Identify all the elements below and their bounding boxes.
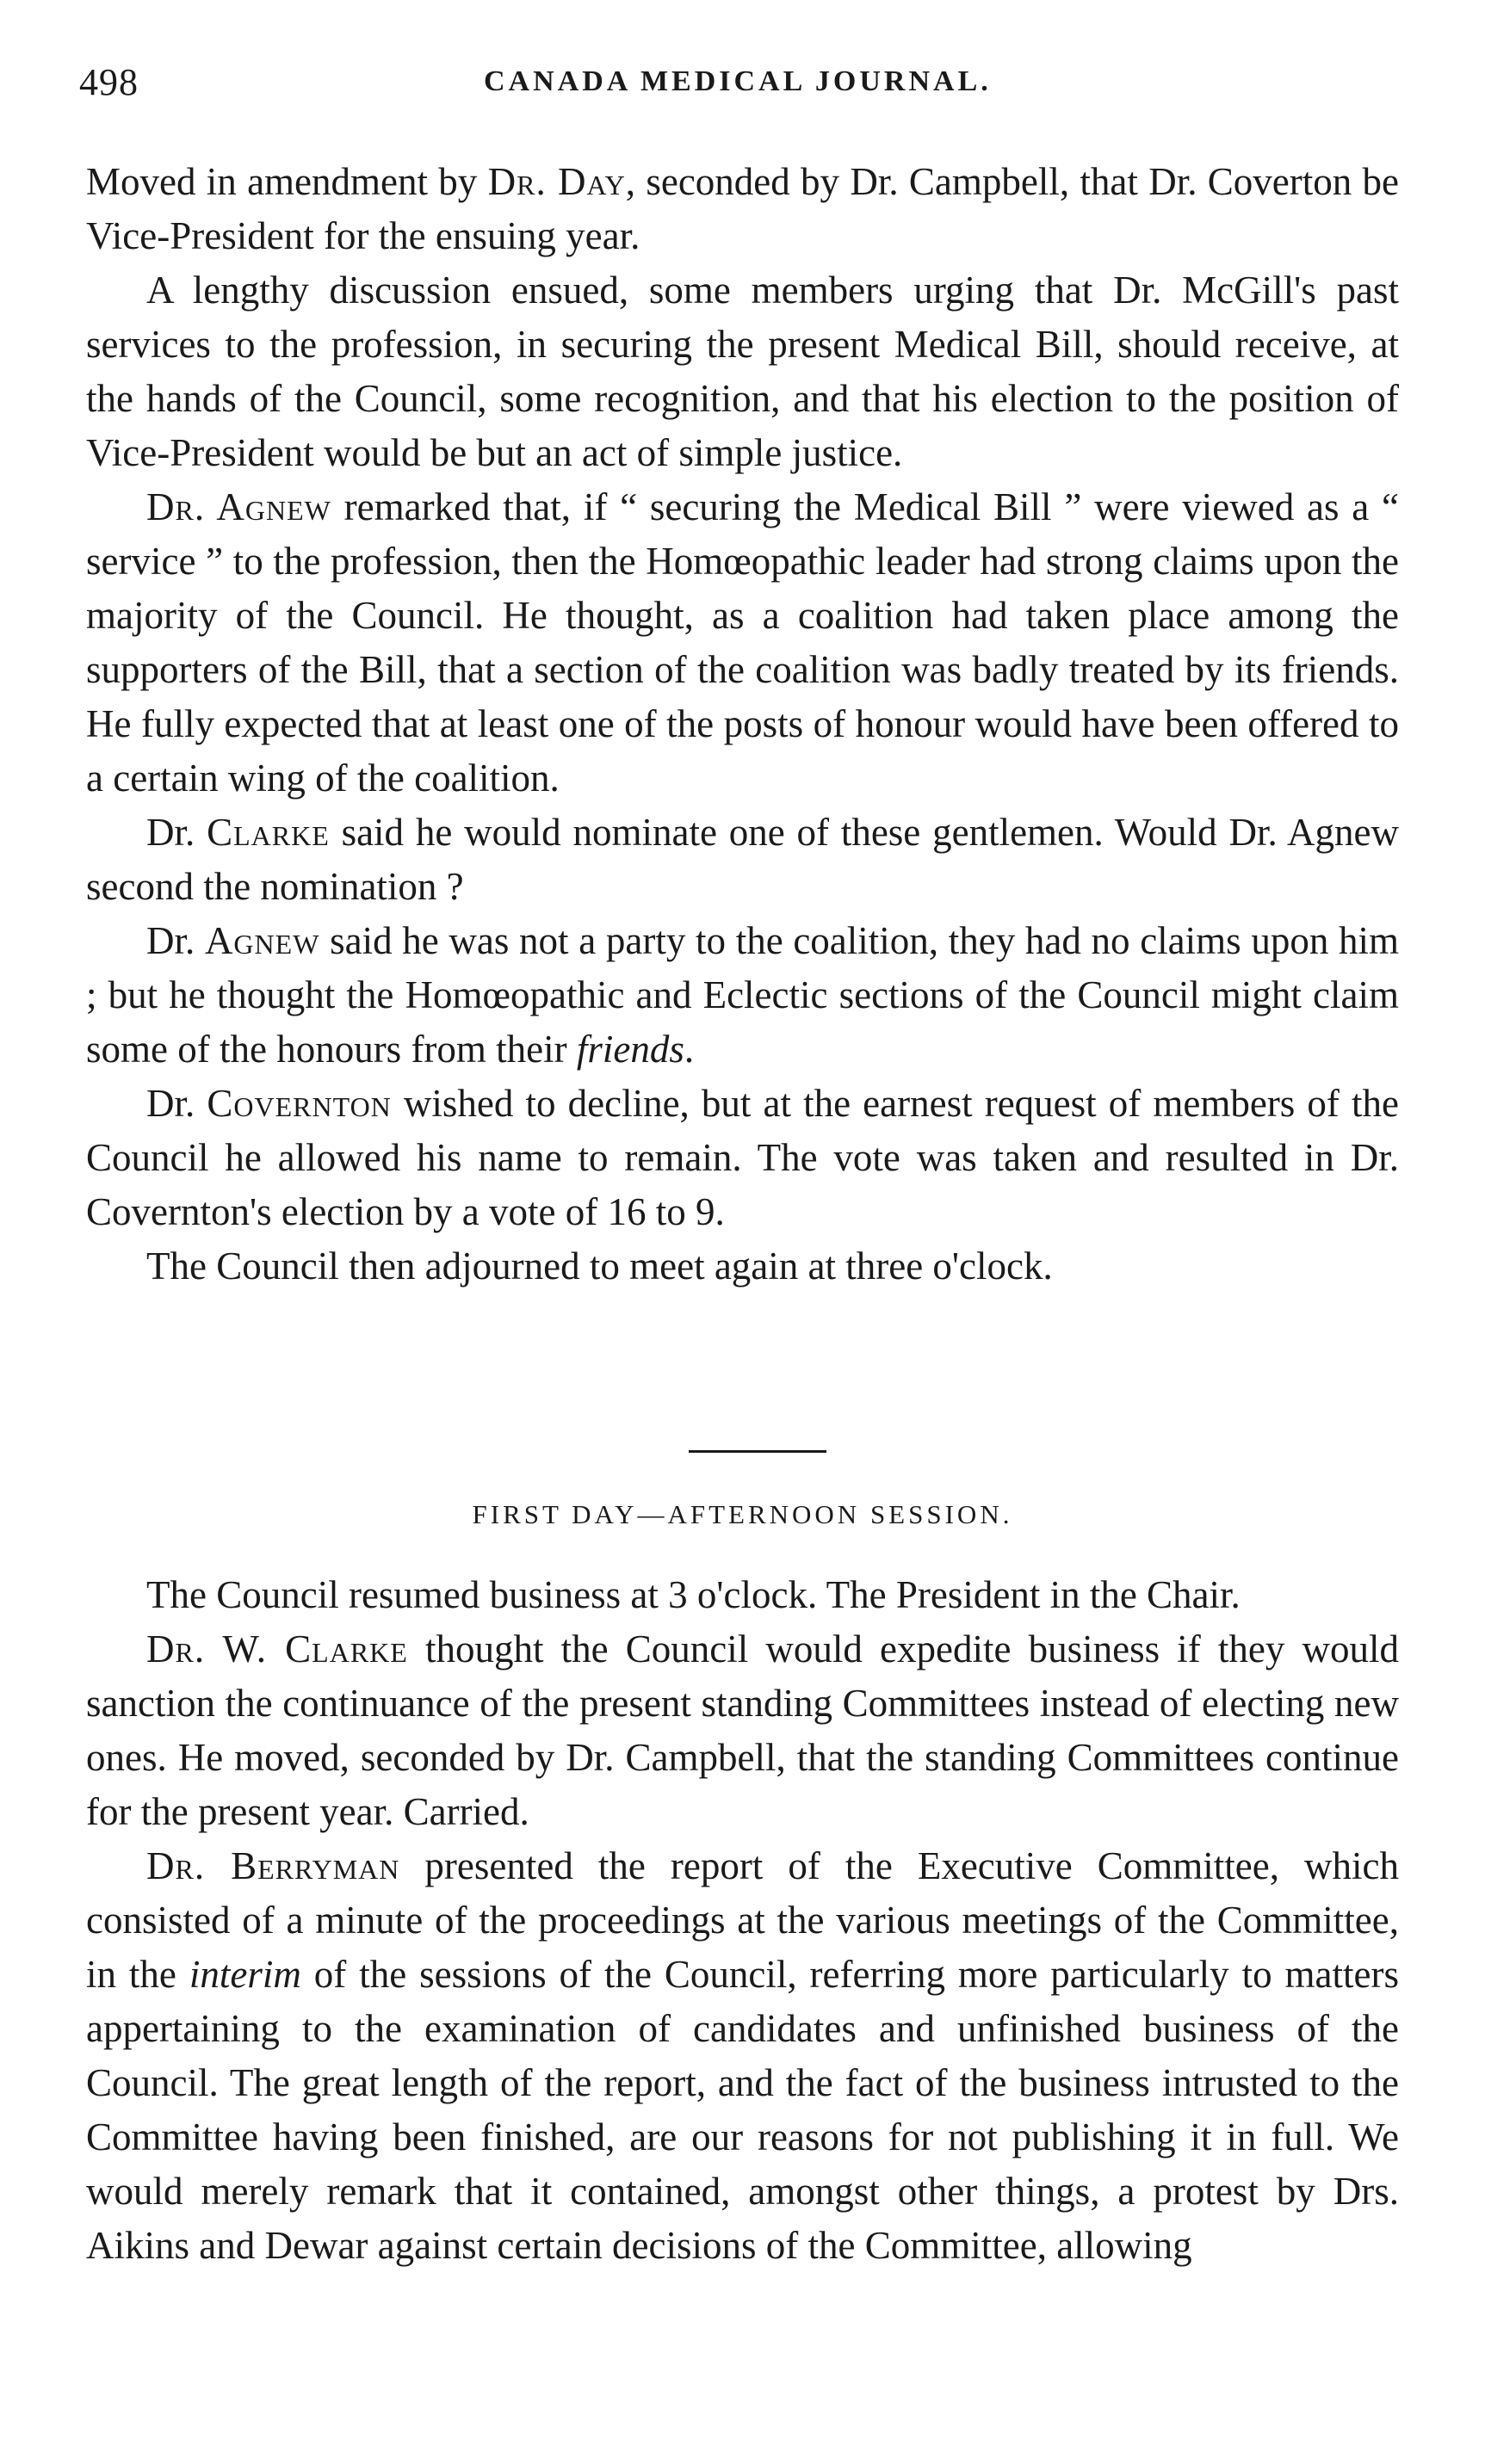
text-run: Dr. bbox=[146, 811, 207, 854]
speaker-name: Dr. Day bbox=[487, 160, 626, 203]
page-header bbox=[79, 52, 1405, 112]
page-number: 498 bbox=[79, 61, 139, 103]
section-divider-rule bbox=[689, 1450, 826, 1453]
speaker-name: Dr. Agnew bbox=[146, 485, 331, 528]
paragraph bbox=[86, 1077, 1399, 1239]
text-run: , seconded by Dr. Campbell, that Dr. Coverton be Vice-President for the ensuing year. bbox=[86, 160, 1399, 257]
text-run: of the sessions of the Council, referring more particularly to matters appertaining to the examination of candidates and unfinished business of the Council. The great length of the report, and the fact of the business intrusted to the Committee having been finished, are our reasons for not publishing it in full. We would merely remark that it contained, amongst other things, a protest by Drs. Aikins and Dewar against certain decisions of the Committee, allowing bbox=[86, 1953, 1399, 2267]
paragraph bbox=[86, 1839, 1399, 2273]
paragraph: The Council then adjourned to meet again at three o'clock. bbox=[146, 1244, 1053, 1288]
text-run: . bbox=[684, 1028, 695, 1071]
text-run: Dr. bbox=[146, 919, 205, 962]
paragraph: The Council resumed business at 3 o'clock. The President in the Chair. bbox=[146, 1573, 1241, 1616]
paragraph bbox=[86, 155, 1399, 263]
paragraph: A lengthy discussion ensued, some members urging that Dr. McGill's past services to the profession, in securing the present Medical Bill, should receive, at the hands of the Council, some recognition, and that his election to the position of Vice-President would be but an act of simple justice. bbox=[86, 269, 1399, 474]
section-heading: FIRST DAY—AFTERNOON SESSION. bbox=[472, 1499, 1013, 1529]
speaker-name: Clarke bbox=[207, 811, 330, 854]
text-run: remarked that, if “ securing the Medical Bill ” were viewed as a “ service ” to the profession, then the Homœopathic leader had strong claims upon the majority of the Council. He thought, as a coalition had taken place among the supporters of the Bill, that a section of the coalition was badly treated by its friends. He fully expected that at least one of the posts of honour would have been offered to a certain wing of the coalition. bbox=[86, 485, 1399, 800]
paragraph bbox=[86, 1622, 1399, 1839]
speaker-name: Agnew bbox=[204, 919, 320, 962]
emphasis-text: interim bbox=[189, 1953, 301, 1996]
text-run: Dr. bbox=[146, 1082, 207, 1125]
running-head: CANADA MEDICAL JOURNAL. bbox=[484, 65, 992, 97]
text-run: wished to decline, but at the earnest request of members of the Council he allowed his name to remain. The vote was taken and resulted in Dr. Covernton's election by a vote of 16 to 9. bbox=[86, 1082, 1400, 1233]
speaker-name: Dr. Berryman bbox=[146, 1844, 400, 1887]
speaker-name: Dr. W. Clarke bbox=[146, 1627, 408, 1670]
paragraph bbox=[86, 914, 1399, 1077]
text-run: Moved in amendment by bbox=[86, 160, 488, 203]
text-run: thought the Council would expedite business if they would sanction the continuance of the present standing Committees instead of electing new ones. He moved, seconded by Dr. Campbell, that the standing Committees continue for the present year. Carried. bbox=[86, 1627, 1400, 1833]
text-run: presented the report of the Executive Committee, which consisted of a minute of the proceedings at the various meetings of the Committee, in the bbox=[86, 1844, 1399, 1996]
emphasis-text: friends bbox=[576, 1028, 684, 1071]
speaker-name: Covernton bbox=[207, 1082, 392, 1125]
text-run: said he would nominate one of these gentlemen. Would Dr. Agnew second the nomination ? bbox=[86, 811, 1400, 908]
afternoon-session-text-block bbox=[86, 1568, 1399, 2273]
minutes-text-block bbox=[86, 155, 1399, 1294]
paragraph bbox=[86, 480, 1399, 806]
paragraph bbox=[86, 806, 1399, 914]
text-run: said he was not a party to the coalition, they had no claims upon him ; but he thought the Homœopathic and Eclectic sections of the Council might claim some of the honours from their bbox=[86, 919, 1400, 1071]
